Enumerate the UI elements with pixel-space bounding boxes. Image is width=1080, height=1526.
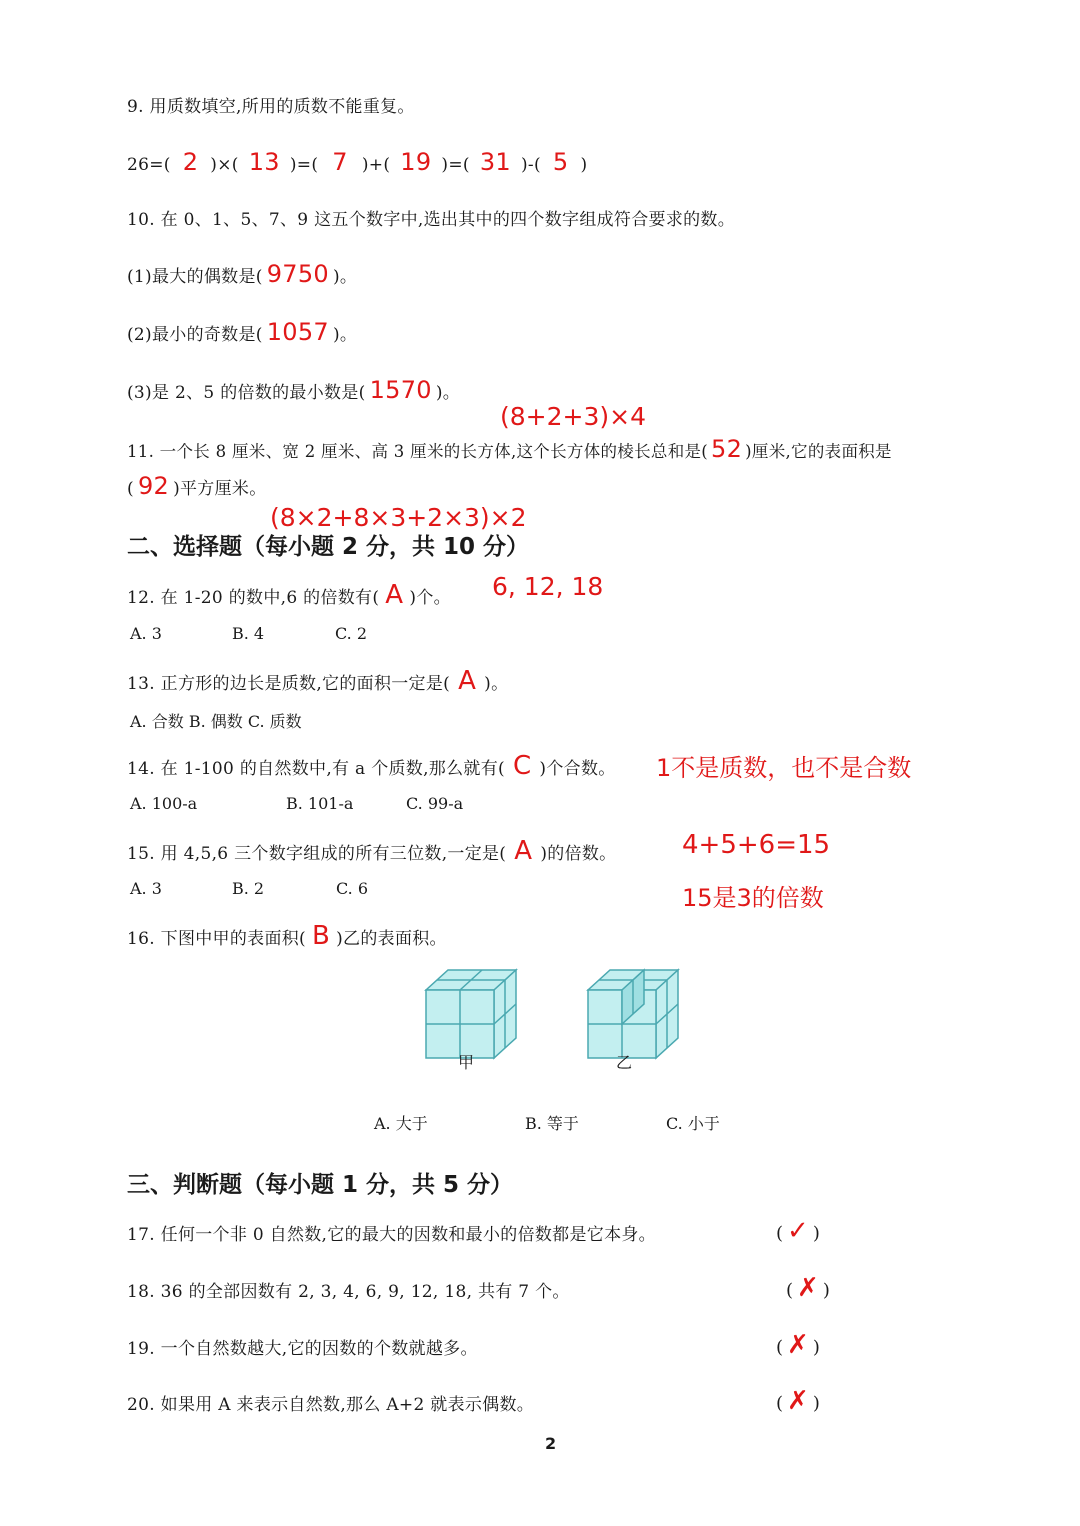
q10-part-1-end: )。	[333, 267, 358, 287]
q11-line-1-text: 11. 一个长 8 厘米、宽 2 厘米、高 3 厘米的长方体,这个长方体的棱长总和是(	[127, 442, 709, 461]
q9-expr-5: )-(	[520, 155, 541, 175]
q13-text: 13. 正方形的边长是质数,它的面积一定是(	[127, 674, 451, 694]
q9-ans-1: 13	[248, 148, 280, 176]
q16-option-a: A. 大于	[374, 1114, 428, 1133]
q9-expr-2: )=(	[289, 155, 319, 175]
cube-yi	[588, 970, 678, 1058]
q15-text: 15. 用 4,5,6 三个数字组成的所有三位数,一定是(	[127, 844, 507, 864]
q11-work-area: (8×2+8×3+2×3)×2	[270, 503, 527, 532]
q15-answer: A	[514, 836, 533, 866]
q14-end: )个合数。	[539, 759, 616, 779]
q14-option-b: B. 101-a	[286, 794, 354, 813]
q10-part-3-answer: 1570	[369, 376, 432, 404]
q14-option-a: A. 100-a	[130, 794, 198, 813]
q9-ans-0: 2	[182, 148, 199, 176]
label-yi: 乙	[616, 1053, 633, 1072]
q16-end: )乙的表面积。	[336, 929, 447, 949]
q12-note: 6, 12, 18	[492, 572, 604, 601]
q9-ans-2: 7	[332, 148, 348, 176]
q19-cross-icon: ✗	[787, 1330, 809, 1360]
q11-work-edges: (8+2+3)×4	[500, 402, 646, 431]
q9-expression	[127, 148, 587, 176]
q19-text: 19. 一个自然数越大,它的因数的个数就越多。	[127, 1339, 478, 1359]
section-2-heading: 二、选择题（每小题 2 分，共 10 分）	[127, 534, 530, 560]
q12-option-b: B. 4	[232, 624, 265, 643]
q16-text: 16. 下图中甲的表面积(	[127, 929, 306, 949]
label-jia: 甲	[458, 1053, 475, 1072]
q10-part-3-end: )。	[435, 383, 461, 403]
q16-option-b: B. 等于	[525, 1114, 579, 1133]
q11-answer-1: 52	[711, 435, 743, 463]
q18-cross-icon: ✗	[797, 1273, 819, 1303]
q15-end: )的倍数。	[540, 844, 617, 864]
q18-text: 18. 36 的全部因数有 2, 3, 4, 6, 9, 12, 18, 共有 7 个。	[127, 1282, 570, 1302]
q19-mark: ( ✗ )	[776, 1330, 820, 1360]
q9-expr-4: )=(	[441, 155, 470, 175]
cube-jia	[426, 970, 516, 1058]
q9-ans-4: 31	[479, 148, 511, 176]
q12-answer: A	[385, 580, 404, 610]
q16-figure	[420, 962, 700, 1074]
q14-note: 1不是质数，也不是合数	[656, 754, 912, 782]
q10-part-2-answer: 1057	[266, 318, 329, 346]
q12-option-a: A. 3	[130, 624, 162, 643]
q10-stem: 10. 在 0、1、5、7、9 这五个数字中,选出其中的四个数字组成符合要求的数。	[127, 210, 736, 230]
q10-part-3	[127, 376, 460, 404]
q15-option-a: A. 3	[130, 879, 162, 898]
q10-part-1-text: (1)最大的偶数是(	[127, 267, 263, 287]
q15-option-c: C. 6	[336, 879, 369, 898]
q12-text: 12. 在 1-20 的数中,6 的倍数有(	[127, 588, 380, 608]
q11-line-1	[127, 435, 892, 463]
q14-stem	[127, 751, 616, 781]
q20-mark: ( ✗ )	[776, 1386, 820, 1416]
q9-ans-5: 5	[552, 148, 569, 176]
q10-part-2-text: (2)最小的奇数是(	[127, 325, 263, 345]
q9-expr-6: )	[580, 155, 588, 175]
q20-text: 20. 如果用 A 来表示自然数,那么 A+2 就表示偶数。	[127, 1395, 535, 1415]
q13-answer: A	[458, 666, 477, 696]
q12-stem	[127, 580, 451, 610]
q14-answer: C	[512, 751, 532, 781]
q15-note-sum: 4+5+6=15	[682, 830, 831, 860]
q16-option-c: C. 小于	[666, 1114, 720, 1133]
q11-line-2-open: (	[127, 479, 134, 499]
q9-ans-3: 19	[400, 148, 432, 176]
q15-option-b: B. 2	[232, 879, 265, 898]
q10-part-1-answer: 9750	[266, 260, 329, 288]
q14-option-c: C. 99-a	[406, 794, 464, 813]
q17-mark: ( ✓ )	[776, 1216, 820, 1246]
q10-part-3-text: (3)是 2、5 的倍数的最小数是(	[127, 383, 366, 403]
q9-expr-0: 26=(	[127, 155, 171, 175]
q20-cross-icon: ✗	[787, 1386, 809, 1416]
q11-line-2	[127, 472, 267, 500]
q15-note-multiple: 15是3的倍数	[682, 884, 824, 912]
q10-part-2	[127, 318, 357, 346]
q12-end: )个。	[409, 588, 451, 608]
q9-expr-3: )+(	[361, 155, 391, 175]
q9-stem: 9. 用质数填空,所用的质数不能重复。	[127, 97, 415, 117]
q12-option-c: C. 2	[335, 624, 368, 643]
q17-check-icon: ✓	[787, 1216, 809, 1246]
q16-stem	[127, 921, 447, 951]
q9-expr-1: )×(	[210, 155, 239, 175]
q13-options: A. 合数 B. 偶数 C. 质数	[130, 712, 302, 731]
q14-text: 14. 在 1-100 的自然数中,有 a 个质数,那么就有(	[127, 759, 505, 779]
q15-stem	[127, 836, 616, 866]
q10-part-2-end: )。	[333, 325, 358, 345]
q16-answer: B	[311, 921, 331, 951]
q18-mark: ( ✗ )	[786, 1273, 830, 1303]
q11-line-2-end: )平方厘米。	[173, 479, 267, 499]
q11-answer-2: 92	[137, 472, 170, 500]
section-3-heading: 三、判断题（每小题 1 分，共 5 分）	[127, 1172, 514, 1198]
page-number: 2	[545, 1434, 557, 1453]
q17-text: 17. 任何一个非 0 自然数,它的最大的因数和最小的倍数都是它本身。	[127, 1225, 656, 1245]
q13-stem	[127, 666, 508, 696]
q11-line-1-end: )厘米,它的表面积是	[745, 442, 892, 461]
q13-end: )。	[484, 674, 509, 694]
q10-part-1	[127, 260, 357, 288]
